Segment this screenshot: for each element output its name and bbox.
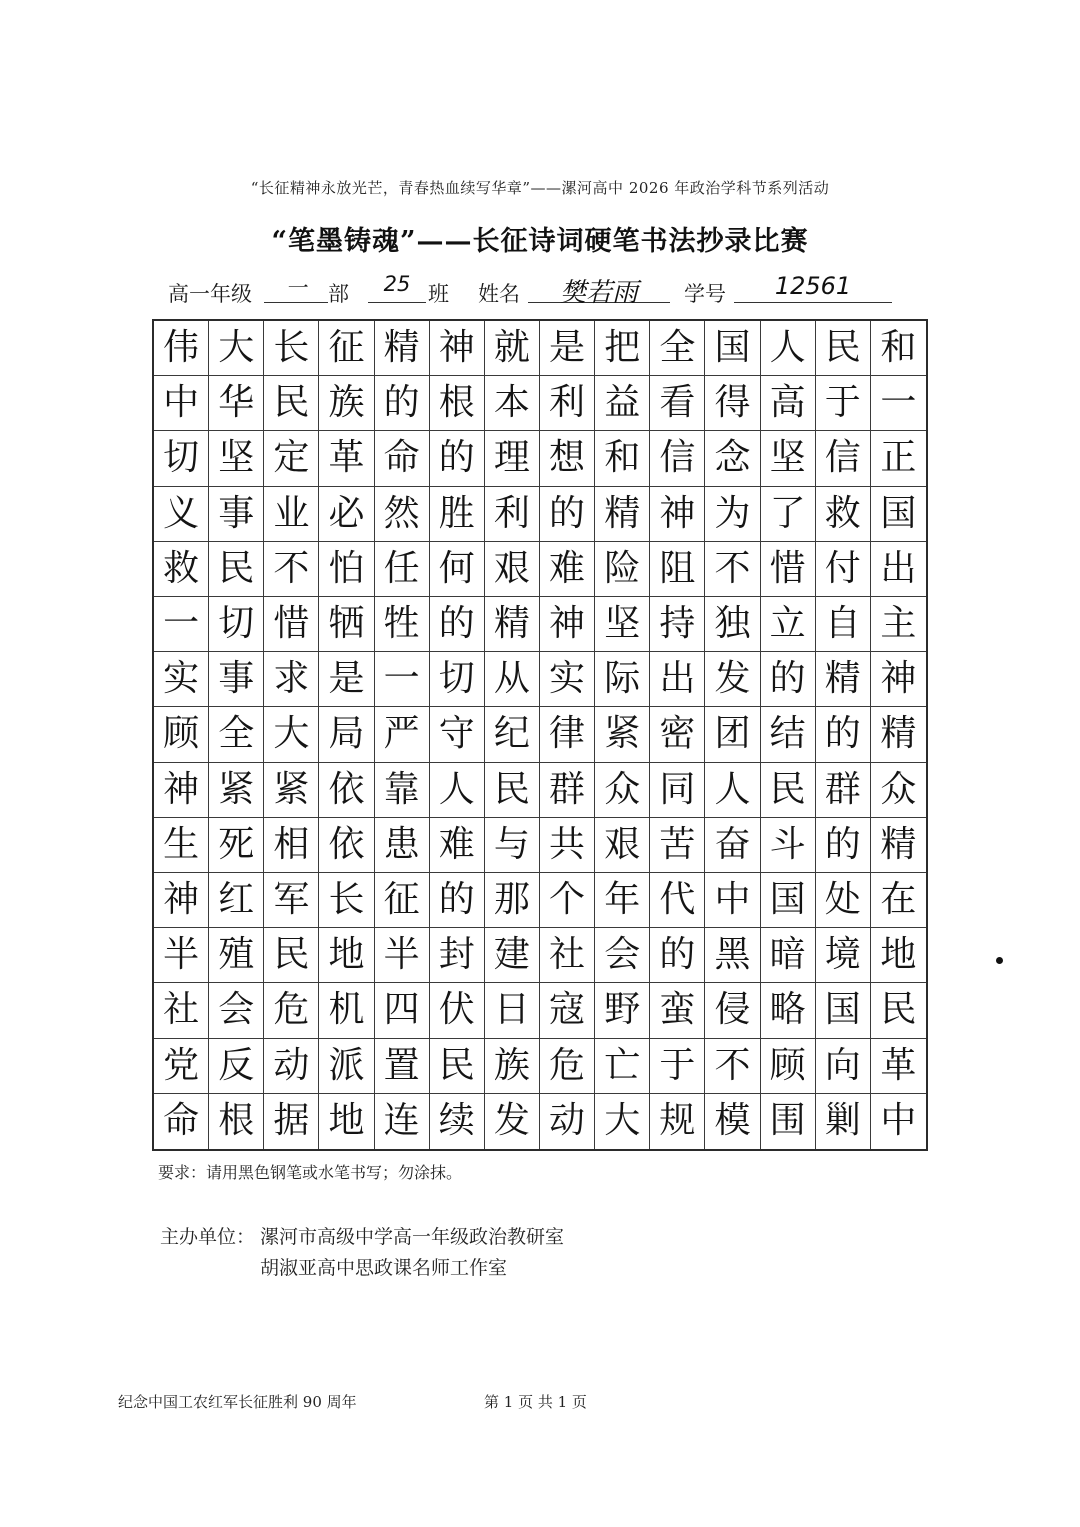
- contest-title: “笔墨铸魂”——长征诗词硬笔书法抄录比赛: [271, 226, 809, 257]
- grid-cell: 社: [540, 928, 595, 983]
- grid-cell: 精: [871, 818, 926, 873]
- grid-cell: 实: [154, 652, 209, 707]
- grid-cell: 难: [540, 542, 595, 597]
- grid-cell: 连: [375, 1094, 430, 1149]
- grid-cell: 机: [319, 983, 374, 1038]
- grid-cell: 就: [485, 321, 540, 376]
- calligraphy-grid: [152, 319, 928, 1151]
- grid-cell: 黑: [705, 928, 760, 983]
- grid-cell: 野: [595, 983, 650, 1038]
- grid-cell: 求: [264, 652, 319, 707]
- page-number: 第 1 页 共 1 页: [484, 1393, 587, 1411]
- grid-cell: 持: [650, 597, 705, 652]
- grid-cell: 顾: [154, 707, 209, 762]
- grid-cell: 患: [375, 818, 430, 873]
- grid-cell: 顾: [761, 1039, 816, 1094]
- grid-cell: 神: [871, 652, 926, 707]
- grid-cell: 命: [375, 431, 430, 486]
- grid-cell: 实: [540, 652, 595, 707]
- grid-cell: 神: [154, 873, 209, 928]
- grid-cell: 民: [761, 763, 816, 818]
- grid-cell: 发: [485, 1094, 540, 1149]
- grid-cell: 的: [430, 431, 485, 486]
- grid-cell: 人: [761, 321, 816, 376]
- grid-cell: 神: [430, 321, 485, 376]
- grid-cell: 律: [540, 707, 595, 762]
- grid-cell: 民: [264, 928, 319, 983]
- grid-cell: 民: [816, 321, 871, 376]
- grid-cell: 的: [375, 376, 430, 431]
- grid-cell: 置: [375, 1039, 430, 1094]
- grid-cell: 纪: [485, 707, 540, 762]
- grid-cell: 略: [761, 983, 816, 1038]
- grid-cell: 坚: [595, 597, 650, 652]
- grid-cell: 团: [705, 707, 760, 762]
- grid-cell: 一: [871, 376, 926, 431]
- grid-cell: 看: [650, 376, 705, 431]
- grid-cell: 社: [154, 983, 209, 1038]
- grid-cell: 半: [375, 928, 430, 983]
- grid-cell: 与: [485, 818, 540, 873]
- grid-cell: 动: [264, 1039, 319, 1094]
- grid-cell: 人: [430, 763, 485, 818]
- grid-cell: 胜: [430, 487, 485, 542]
- student-info-row: [168, 272, 908, 312]
- footer-commemoration: 纪念中国工农红军长征胜利 90 周年: [118, 1393, 357, 1411]
- grid-cell: 从: [485, 652, 540, 707]
- grid-cell: 伟: [154, 321, 209, 376]
- grid-cell: 切: [430, 652, 485, 707]
- grid-cell: 个: [540, 873, 595, 928]
- grid-cell: 斗: [761, 818, 816, 873]
- grid-cell: 依: [319, 763, 374, 818]
- grid-cell: 境: [816, 928, 871, 983]
- grid-cell: 艰: [485, 542, 540, 597]
- grid-cell: 结: [761, 707, 816, 762]
- grid-cell: 族: [319, 376, 374, 431]
- grid-cell: 付: [816, 542, 871, 597]
- grid-cell: 紧: [209, 763, 264, 818]
- grid-cell: 守: [430, 707, 485, 762]
- grid-cell: 念: [705, 431, 760, 486]
- grid-cell: 理: [485, 431, 540, 486]
- grid-cell: 的: [761, 652, 816, 707]
- grid-cell: 利: [485, 487, 540, 542]
- grid-cell: 义: [154, 487, 209, 542]
- grid-cell: 了: [761, 487, 816, 542]
- grade-label: 高一年级: [168, 282, 252, 306]
- grid-cell: 惜: [264, 597, 319, 652]
- grid-cell: 伏: [430, 983, 485, 1038]
- grid-cell: 紧: [264, 763, 319, 818]
- grid-cell: 同: [650, 763, 705, 818]
- grid-cell: 惜: [761, 542, 816, 597]
- grid-cell: 亡: [595, 1039, 650, 1094]
- grid-cell: 是: [319, 652, 374, 707]
- grid-cell: 是: [540, 321, 595, 376]
- grid-cell: 中: [154, 376, 209, 431]
- grid-cell: 精: [595, 487, 650, 542]
- grid-cell: 派: [319, 1039, 374, 1094]
- grid-cell: 得: [705, 376, 760, 431]
- grid-cell: 精: [375, 321, 430, 376]
- grid-cell: 全: [650, 321, 705, 376]
- grid-cell: 的: [540, 487, 595, 542]
- grid-cell: 人: [705, 763, 760, 818]
- event-subtitle: “长征精神永放光芒，青春热血续写华章”——漯河高中 2026 年政治学科节系列活动: [250, 179, 830, 197]
- grid-cell: 高: [761, 376, 816, 431]
- grid-cell: 主: [871, 597, 926, 652]
- grid-cell: 精: [816, 652, 871, 707]
- grid-cell: 征: [375, 873, 430, 928]
- grid-cell: 牲: [375, 597, 430, 652]
- requirement-note: 要求：请用黑色钢笔或水笔书写；勿涂抹。: [158, 1163, 463, 1182]
- grid-cell: 群: [816, 763, 871, 818]
- grid-cell: 众: [595, 763, 650, 818]
- grid-cell: 中: [705, 873, 760, 928]
- grid-cell: 民: [430, 1039, 485, 1094]
- grid-cell: 依: [319, 818, 374, 873]
- grid-cell: 建: [485, 928, 540, 983]
- grid-cell: 切: [209, 597, 264, 652]
- grid-cell: 的: [430, 597, 485, 652]
- grid-cell: 牺: [319, 597, 374, 652]
- grid-cell: 神: [540, 597, 595, 652]
- grid-cell: 相: [264, 818, 319, 873]
- grid-cell: 根: [430, 376, 485, 431]
- grid-cell: 立: [761, 597, 816, 652]
- id-field[interactable]: 12561: [734, 272, 892, 303]
- grid-cell: 出: [871, 542, 926, 597]
- grid-cell: 不: [264, 542, 319, 597]
- grid-cell: 死: [209, 818, 264, 873]
- grid-cell: 年: [595, 873, 650, 928]
- grid-cell: 把: [595, 321, 650, 376]
- grid-cell: 群: [540, 763, 595, 818]
- grid-cell: 自: [816, 597, 871, 652]
- grid-cell: 于: [650, 1039, 705, 1094]
- grid-cell: 靠: [375, 763, 430, 818]
- grid-cell: 于: [816, 376, 871, 431]
- class-field[interactable]: 25: [368, 272, 426, 303]
- grid-cell: 险: [595, 542, 650, 597]
- grid-cell: 发: [705, 652, 760, 707]
- grid-cell: 不: [705, 542, 760, 597]
- grid-cell: 定: [264, 431, 319, 486]
- grid-cell: 国: [871, 487, 926, 542]
- grid-cell: 向: [816, 1039, 871, 1094]
- grid-cell: 的: [816, 707, 871, 762]
- host-org-1: 漯河市高级中学高一年级政治教研室: [260, 1226, 565, 1248]
- grid-cell: 救: [816, 487, 871, 542]
- grid-cell: 党: [154, 1039, 209, 1094]
- grid-cell: 和: [595, 431, 650, 486]
- grid-cell: 国: [705, 321, 760, 376]
- grid-cell: 出: [650, 652, 705, 707]
- grid-cell: 然: [375, 487, 430, 542]
- grid-cell: 共: [540, 818, 595, 873]
- grid-cell: 命: [154, 1094, 209, 1149]
- grid-cell: 会: [209, 983, 264, 1038]
- grid-cell: 代: [650, 873, 705, 928]
- grid-cell: 为: [705, 487, 760, 542]
- grid-cell: 事: [209, 487, 264, 542]
- grid-cell: 中: [880, 1100, 917, 1142]
- grid-cell: 生: [154, 818, 209, 873]
- grid-cell: 日: [485, 983, 540, 1038]
- grid-cell: 模: [705, 1094, 760, 1149]
- grid-cell: 那: [485, 873, 540, 928]
- grid-cell: 侵: [705, 983, 760, 1038]
- grid-cell: 益: [595, 376, 650, 431]
- grid-cell: 反: [209, 1039, 264, 1094]
- grid-cell: 正: [871, 431, 926, 486]
- grid-cell: 精: [485, 597, 540, 652]
- grid-cell: 奋: [705, 818, 760, 873]
- grid-cell: 业: [264, 487, 319, 542]
- grid-cell: 围: [761, 1094, 816, 1149]
- grid-cell: 众: [871, 763, 926, 818]
- grid-cell: 征: [319, 321, 374, 376]
- grid-cell: 民: [264, 376, 319, 431]
- grid-cell: 和: [871, 321, 926, 376]
- grid-cell: 半: [154, 928, 209, 983]
- grid-cell: 地: [871, 928, 926, 983]
- grid-cell: 大: [264, 707, 319, 762]
- id-label: 学号: [684, 282, 726, 306]
- grid-cell: 暗: [761, 928, 816, 983]
- grid-cell: 利: [540, 376, 595, 431]
- name-label: 姓名: [478, 282, 520, 306]
- grid-cell: 大: [595, 1094, 650, 1149]
- class-label: 班: [428, 282, 449, 306]
- grid-cell: 的: [430, 873, 485, 928]
- grid-cell: 艰: [595, 818, 650, 873]
- grid-cell: 地: [319, 928, 374, 983]
- grid-cell: 难: [430, 818, 485, 873]
- grid-cell: 处: [816, 873, 871, 928]
- grid-cell: 国: [816, 983, 871, 1038]
- grid-cell: 坚: [209, 431, 264, 486]
- grid-cell: 切: [154, 431, 209, 486]
- grid-cell: 的: [816, 818, 871, 873]
- grid-cell: 蛮: [650, 983, 705, 1038]
- grid-cell: 的: [650, 928, 705, 983]
- grid-cell: 信: [650, 431, 705, 486]
- grid-cell: 神: [650, 487, 705, 542]
- grid-cell: 本: [485, 376, 540, 431]
- grid-cell: 革: [319, 431, 374, 486]
- grid-cell: 救: [154, 542, 209, 597]
- grid-cell: 地: [319, 1094, 374, 1149]
- grid-cell: 严: [375, 707, 430, 762]
- grid-cell: 长: [319, 873, 374, 928]
- grid-cell: 军: [264, 873, 319, 928]
- grid-cell: 大: [209, 321, 264, 376]
- grid-cell: 不: [705, 1039, 760, 1094]
- grid-cell: 危: [540, 1039, 595, 1094]
- grid-cell: 续: [430, 1094, 485, 1149]
- grid-cell: 紧: [595, 707, 650, 762]
- grid-cell: 民: [871, 983, 926, 1038]
- grid-cell: 必: [319, 487, 374, 542]
- grid-cell: 寇: [540, 983, 595, 1038]
- grid-cell: 据: [264, 1094, 319, 1149]
- grid-cell: 民: [209, 542, 264, 597]
- grid-cell: 际: [595, 652, 650, 707]
- name-field[interactable]: 樊若雨: [528, 272, 670, 303]
- grid-cell: 全: [209, 707, 264, 762]
- grid-cell: 会: [595, 928, 650, 983]
- host-org-2: 胡淑亚高中思政课名师工作室: [260, 1257, 508, 1279]
- grid-cell: 一: [154, 597, 209, 652]
- grid-cell: 革: [871, 1039, 926, 1094]
- grid-cell: 剿: [816, 1094, 871, 1149]
- grid-cell: 动: [540, 1094, 595, 1149]
- grid-cell: 怕: [319, 542, 374, 597]
- grid-cell: 密: [650, 707, 705, 762]
- grid-cell: 在: [871, 873, 926, 928]
- grid-cell: 根: [209, 1094, 264, 1149]
- dept-label: 部: [328, 282, 349, 306]
- grid-cell: 族: [485, 1039, 540, 1094]
- grid-cell: 神: [154, 763, 209, 818]
- grid-cell: 殖: [209, 928, 264, 983]
- ink-dot: [996, 957, 1003, 964]
- grid-cell: 民: [485, 763, 540, 818]
- grid-cell: 一: [375, 652, 430, 707]
- grid-cell: 任: [375, 542, 430, 597]
- grid-cell: 精: [871, 707, 926, 762]
- host-label: 主办单位：: [160, 1226, 256, 1248]
- grid-cell: 长: [264, 321, 319, 376]
- grid-cell: 信: [816, 431, 871, 486]
- grid-cell: 何: [430, 542, 485, 597]
- grid-cell: 苦: [650, 818, 705, 873]
- grid-cell: 规: [650, 1094, 705, 1149]
- dept-field[interactable]: 一: [264, 272, 328, 303]
- grid-cell: 独: [705, 597, 760, 652]
- grid-cell: 国: [761, 873, 816, 928]
- grid-cell: 华: [209, 376, 264, 431]
- grid-cell: 想: [540, 431, 595, 486]
- grid-cell: 局: [319, 707, 374, 762]
- grid-cell: 阻: [650, 542, 705, 597]
- grid-cell: 危: [264, 983, 319, 1038]
- grid-cell: 事: [209, 652, 264, 707]
- grid-cell: 坚: [761, 431, 816, 486]
- grid-cell: 四: [375, 983, 430, 1038]
- grid-cell: 红: [209, 873, 264, 928]
- grid-cell: 封: [430, 928, 485, 983]
